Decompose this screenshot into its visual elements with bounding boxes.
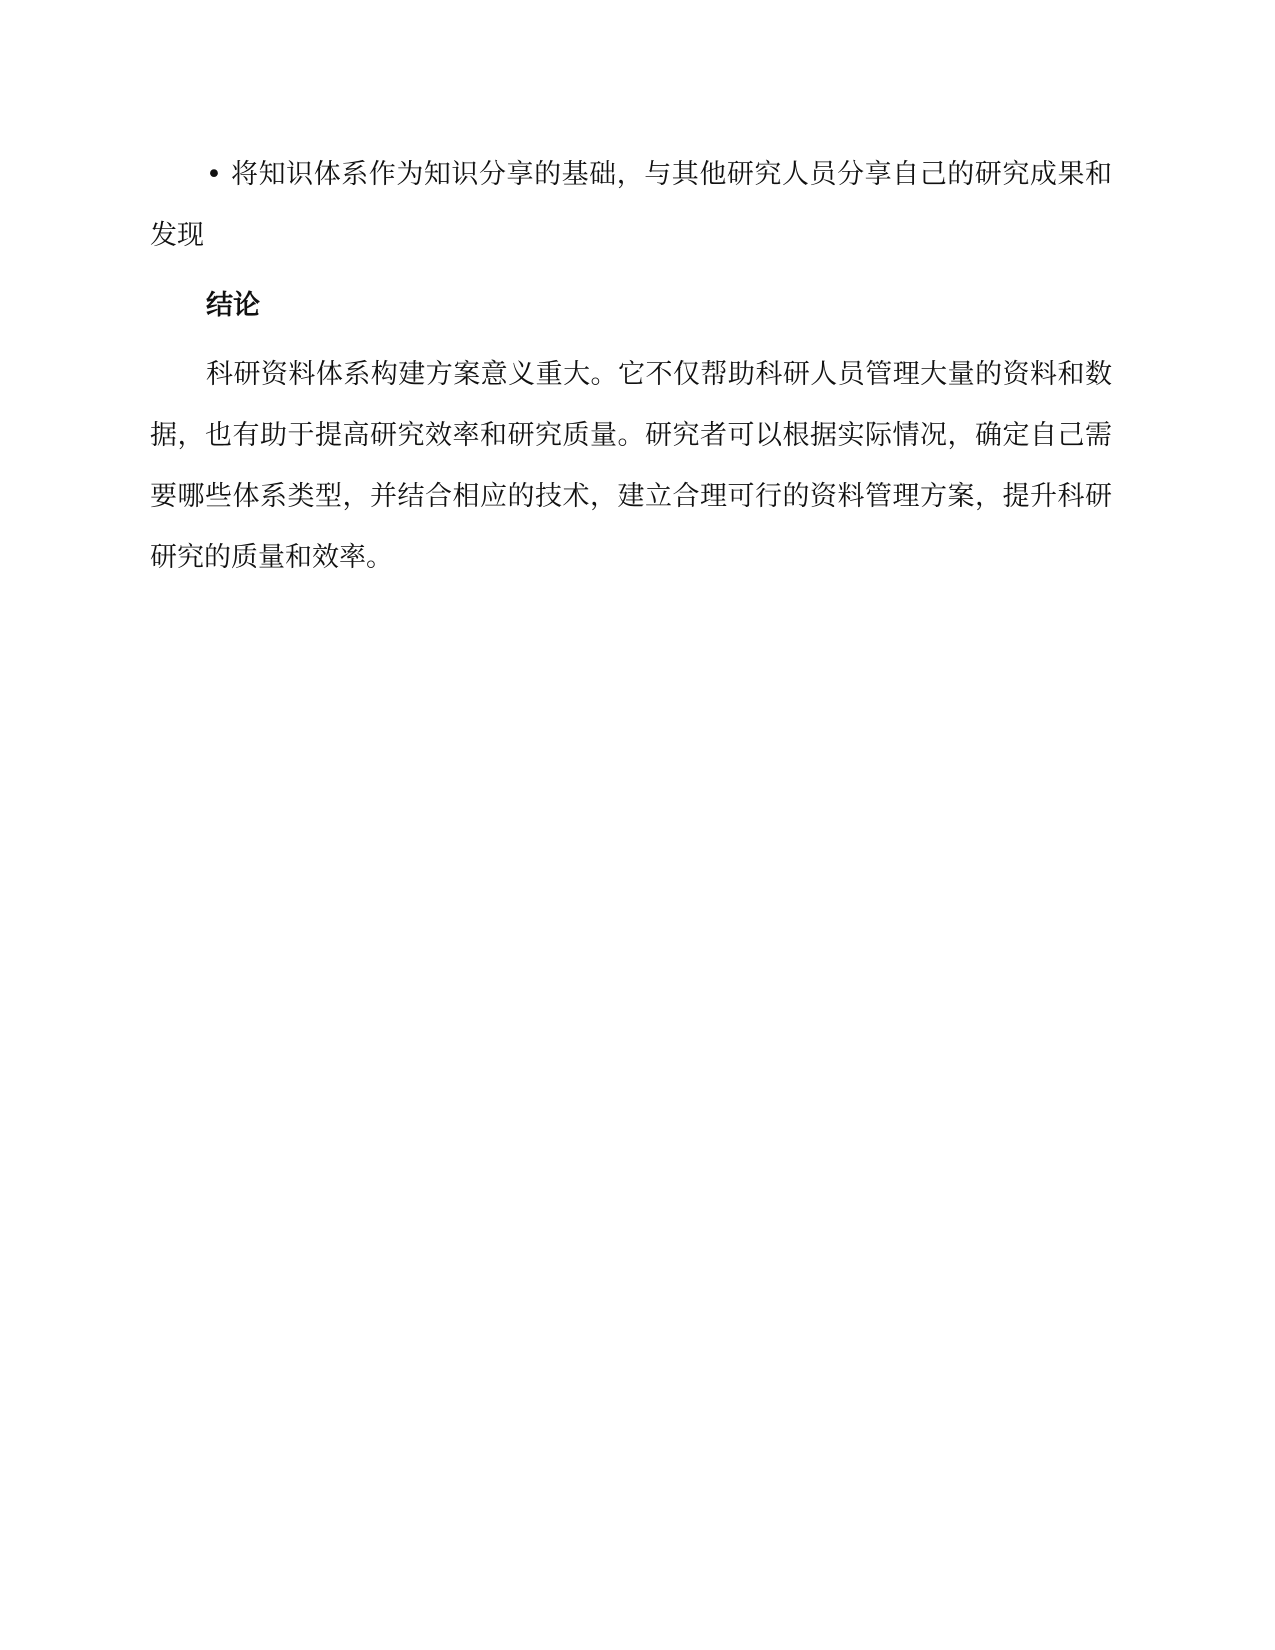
section-heading: 结论 xyxy=(206,290,260,321)
conclusion-paragraph: 科研资料体系构建方案意义重大。它不仅帮助科研人员管理大量的资料和数据，也有助于提高研究效率和研究质量。研究者可以根据实际情况，确定自己需要哪些体系类型，并结合相应的技术，建立合理可行的资料管理方案，提升科研研究的质量和效率。 xyxy=(150,359,1112,573)
document-body xyxy=(150,144,1112,588)
bullet-list-item: • 将知识体系作为知识分享的基础，与其他研究人员分享自己的研究成果和发现 xyxy=(150,159,1112,251)
